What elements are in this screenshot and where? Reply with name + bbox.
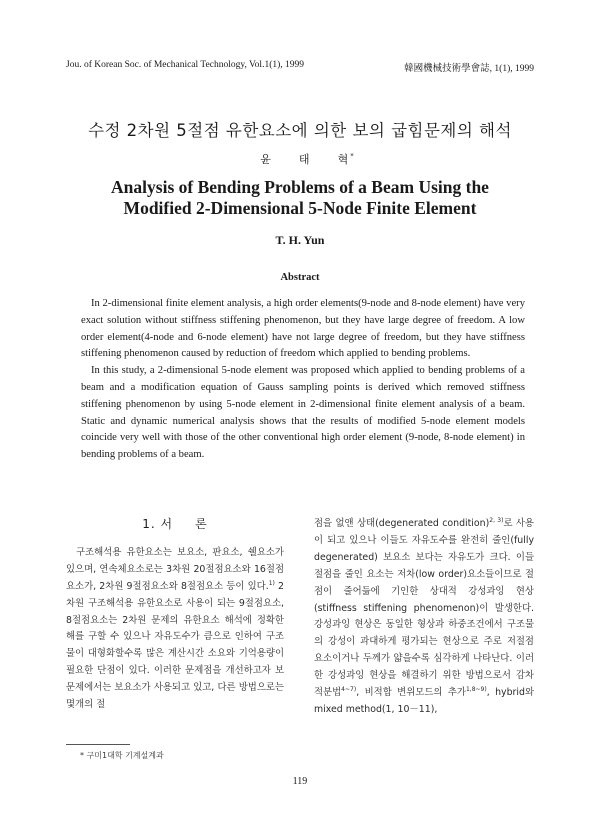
intro-text-b: 2차원 구조해석용 유한요소로 사용이 되는 9절점요소, 8절점요소는 2차원 문제의 유한요소 해석에 정확한 해를 구할 수 있으나 자유도수가 큼으로 인하여 구조물이 대형화할수록 많은 계산시간 소요와 기억용량이 필요한 단점이 있다. 이러한 문제점을 개선하고자 보문제에서는 보요소가 사용되고 있고, 다른 방법으로는 몇개의 절 (66, 580, 284, 711)
right-column (314, 516, 534, 719)
korean-author-char-3: 혁 (337, 153, 349, 166)
introduction-paragraph (66, 545, 284, 714)
section-1-number: 1. (142, 517, 156, 531)
abstract-heading: Abstract (280, 272, 320, 283)
right-text-c: , 비적합 변위모드의 추가 (356, 687, 466, 699)
english-title-line-1: Analysis of Bending Problems of a Beam Using the (111, 177, 489, 197)
reference-marker: 4~7) (341, 685, 357, 693)
section-1-title-a: 서 (160, 517, 174, 531)
section-1-title-b: 론 (195, 517, 208, 531)
abstract-paragraph-2: In this study, a 2-dimensional 5-node element was proposed which applied to bending problems of a beam and a modification equation of Gauss sampling points is derived which removed stiffness stiffening phenomenon by using 5-node element in 2-dimensional finite element analysis of a beam. Static and dynamic numerical analysis shows that the results of modified 5-node element models coincide very well with those of the other conventional high order element (9-node, 8-node element) in bending problems of a beam. (81, 365, 525, 461)
english-title (0, 177, 600, 219)
page-number: 119 (292, 776, 308, 787)
journal-header-english: Jou. of Korean Soc. of Mechanical Technology, Vol.1(1), 1999 (66, 60, 305, 70)
korean-author-char-1: 윤 (260, 153, 271, 166)
reference-marker: 1,8~9) (465, 685, 487, 693)
reference-marker: 1) (268, 579, 275, 587)
korean-author (0, 151, 600, 167)
affiliation-footnote: * 구미1대학 기계설계과 (80, 751, 164, 760)
intro-text-a: 구조해석용 유한요소는 보요소, 판요소, 쉘요소가 있으며, 연속체요소로는 3차원 20절점요소와 16절점요소가, 2차원 9절점요소와 8절점요소 등이 있다. (66, 546, 284, 592)
korean-author-char-2: 태 (298, 153, 310, 166)
footnote-divider (66, 744, 130, 745)
english-title-line-2: Modified 2-Dimensional 5-Node Finite Element (123, 198, 477, 218)
abstract-paragraph-1: In 2-dimensional finite element analysis, a high order elements(9-node and 8-node element) have very exact solution without stiffness stiffening phenomenon, but they have large degree of freedom. A low order element(4-node and 6-node element) have not large degree of freedom, but they have stiffness stiffening phenomenon caused by reduction of freedom which applied to bending problems. (81, 298, 525, 360)
right-column-paragraph (314, 516, 534, 719)
right-text-b: 로 사용이 되고 있으나 이들도 자유도수를 완전히 줄인(fully degenerated) 보요소 보다는 자유도가 크다. 이들 절점을 줄인 요소는 저차(low order)요소들이므로 절점이 줄어듦에 기인한 상대적 강성과잉 현상(stiffness stiffening phenomenon)이 발생한다. 강성과잉 현상은 동일한 형상과 하중조건에서 구조물의 강성이 과대하게 평가되는 현상으로 주로 저절점 요소이거나 두께가 얇을수록 심각하게 나타난다. 이러한 강성과잉 현상을 해결하기 위한 방법으로서 감차 적분법 (314, 518, 534, 699)
korean-title: 수정 2차원 5절점 유한요소에 의한 보의 굽힘문제의 해석 (88, 121, 512, 140)
english-author: T. H. Yun (275, 233, 325, 247)
journal-header-korean: 韓國機械技術學會誌, 1(1), 1999 (404, 64, 534, 74)
right-text-a: 점을 없앤 상태(degenerated condition) (314, 518, 490, 529)
left-column (66, 516, 284, 714)
right-text-d: , hybrid와 mixed method(1, 10－11), (314, 687, 534, 715)
affiliation-mark: * (350, 152, 354, 161)
reference-marker: 2, 3) (489, 516, 504, 524)
abstract-body (81, 296, 525, 464)
section-1-heading (66, 516, 284, 533)
